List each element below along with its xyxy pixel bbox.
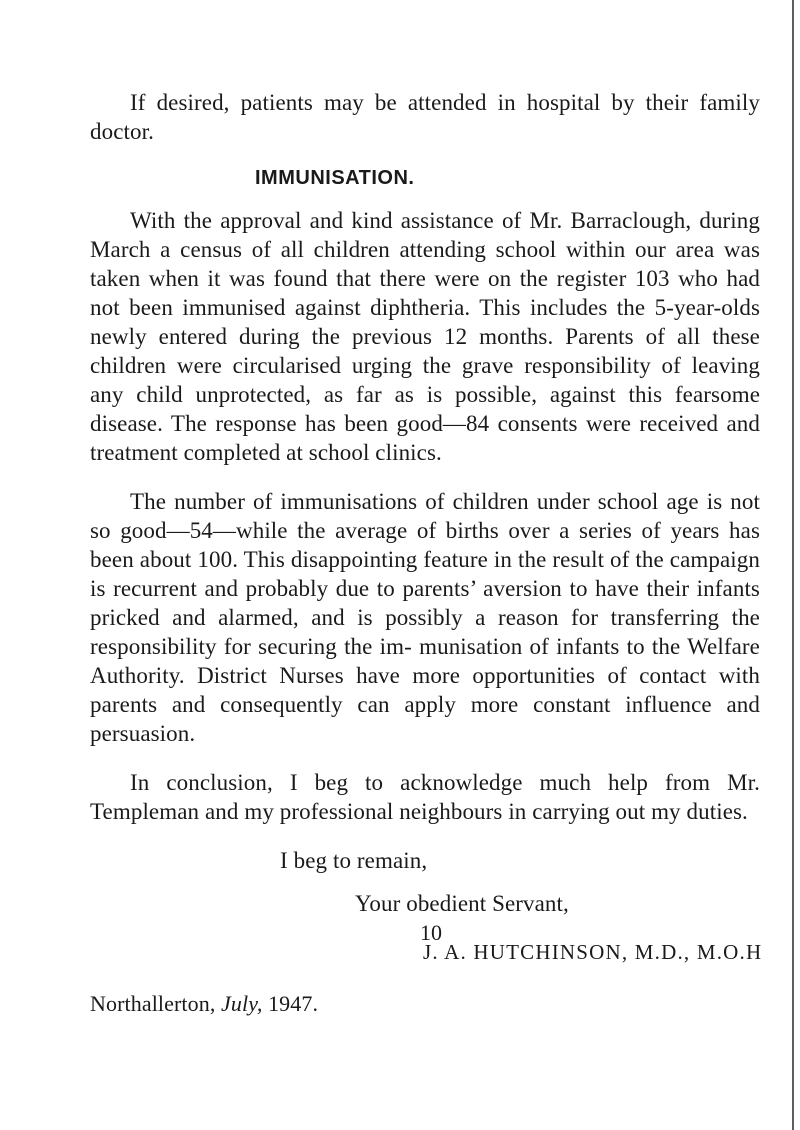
date-month: July, [221, 991, 263, 1016]
page-edge-line [792, 0, 794, 1130]
closing-line-2: Your obedient Servant, [355, 891, 569, 916]
signature: J. A. HUTCHINSON, M.D., M.O.H [423, 940, 763, 964]
place-name: Northallerton, [90, 991, 216, 1016]
page-number: 10 [420, 920, 442, 945]
section-heading: IMMUNISATION. [255, 167, 415, 189]
date-year: 1947. [268, 991, 319, 1016]
place-date [90, 989, 760, 1018]
page-content [90, 88, 763, 1018]
body-paragraph-1: With the approval and kind assistance of Mr. Barraclough, during March a census of all children attending school within our area was taken when it was found that there were on the register 103 who had not been immunised against diphtheria. This includes the 5-year-olds newly entered during the previous 12 months. Parents of all these children were circularised urging the grave responsibility of leaving any child unprotected, as far as is possible, against this fearsome disease. The response has been good—84 consents were received and treatment completed at school clinics. [90, 208, 760, 465]
body-paragraph-2: The number of immunisations of children under school age is not so good—54—while the average of births over a series of years has been about 100. This disappointing feature in the result of the campaign is recurrent and probably due to parents’ aversion to have their infants pricked and alarmed, and is possibly a reason for transferring the responsibility for securing the im- munisation of infants to the Welfare Authority. District Nurses have more opportunities of contact with parents and consequently can apply more constant influence and persuasion. [90, 489, 760, 746]
closing-line-1: I beg to remain, [280, 848, 428, 873]
body-paragraph-3: In conclusion, I beg to acknowledge much help from Mr. Templeman and my professional neighbours in carrying out my duties. [90, 770, 760, 824]
intro-paragraph: If desired, patients may be attended in hospital by their family doctor. [90, 90, 760, 144]
